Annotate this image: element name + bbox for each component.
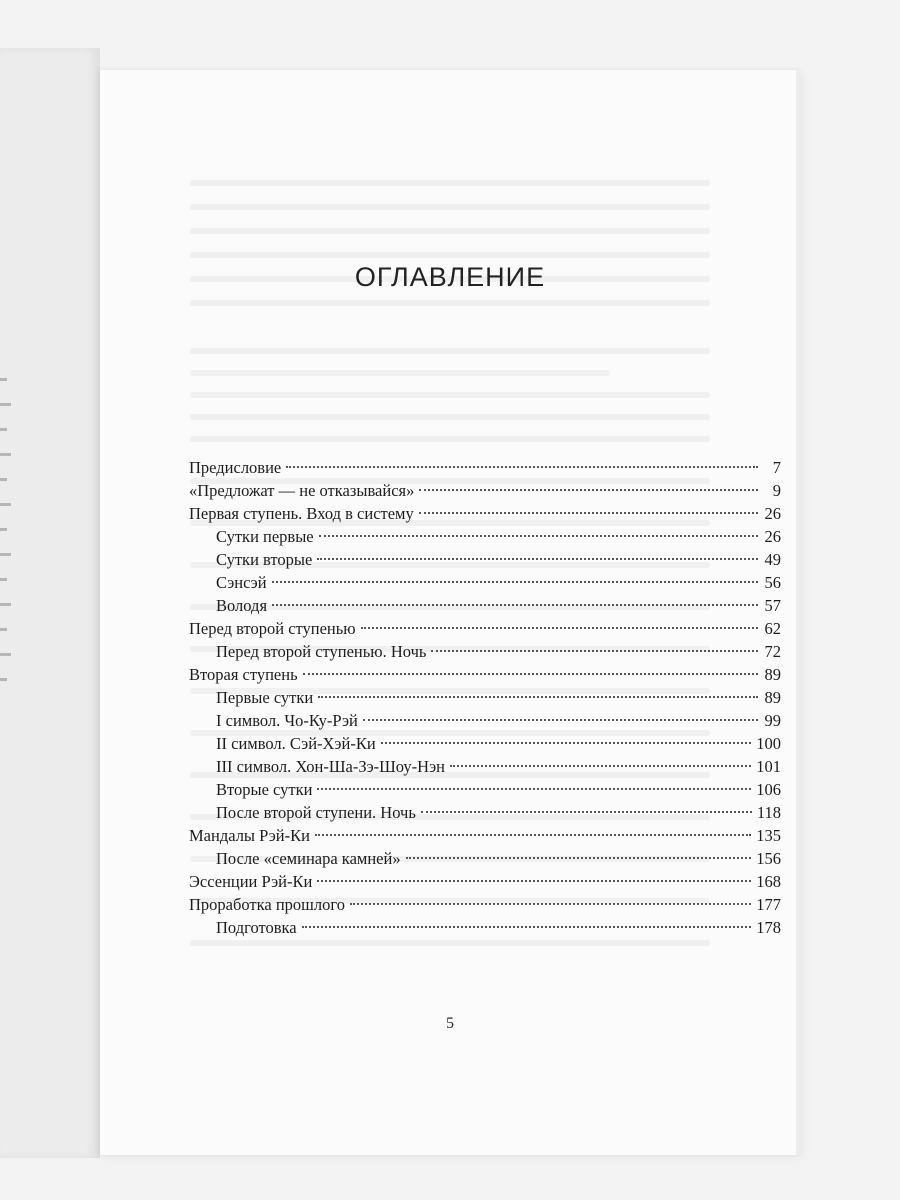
toc-entry-title: Перед второй ступенью. Ночь [216, 642, 427, 661]
toc-entry-title: II символ. Сэй-Хэй-Ки [216, 734, 376, 753]
toc-entry-title: Вторые сутки [216, 780, 313, 799]
toc-leader-dots [431, 650, 758, 652]
toc-entry [189, 847, 781, 870]
toc-entry-title: Подготовка [216, 918, 297, 937]
toc-entry-title: Первые сутки [216, 688, 314, 707]
toc-heading: ОГЛАВЛЕНИЕ [354, 262, 546, 292]
toc-leader-dots [302, 926, 752, 928]
toc-entry-title: Первая ступень. Вход в систему [189, 504, 414, 523]
toc-entry [189, 916, 781, 939]
toc-entry-page: 49 [764, 550, 781, 569]
toc-entry [189, 479, 781, 502]
toc-entry-title: После второй ступени. Ночь [216, 803, 416, 822]
toc-entry-title: Эссенции Рэй-Ки [189, 872, 313, 891]
toc-entry [189, 571, 781, 594]
toc-entry [189, 594, 781, 617]
toc-entry-title: Перед второй ступенью [189, 619, 356, 638]
toc-leader-dots [350, 903, 751, 905]
toc-leader-dots [421, 811, 752, 813]
toc-leader-dots [419, 512, 758, 514]
toc-leader-dots [272, 604, 758, 606]
toc-entry [189, 686, 781, 709]
toc-entry [189, 617, 781, 640]
toc-leader-dots [381, 742, 752, 744]
page-number: 5 [446, 1015, 454, 1032]
toc-leader-dots [317, 558, 758, 560]
toc-entry-page: 168 [756, 872, 781, 891]
toc-entry-page: 56 [764, 573, 781, 592]
toc-entry [189, 640, 781, 663]
toc-entry-page: 118 [756, 803, 781, 822]
toc-leader-dots [363, 719, 758, 721]
toc-entry-page: 89 [764, 665, 781, 684]
toc-entry-page: 99 [764, 711, 781, 730]
toc-entry [189, 801, 781, 824]
toc-leader-dots [315, 834, 751, 836]
toc-entry-page: 89 [764, 688, 781, 707]
toc-entry-title: Мандалы Рэй-Ки [189, 826, 310, 845]
page-edge-shadow [796, 70, 800, 1155]
toc-entry-page: 57 [764, 596, 781, 615]
toc-entry [189, 870, 781, 893]
toc-entry-title: Сутки вторые [216, 550, 313, 569]
toc-leader-dots [419, 489, 758, 491]
toc-leader-dots [361, 627, 758, 629]
table-of-contents [189, 456, 781, 939]
toc-leader-dots [319, 535, 758, 537]
toc-entry [189, 824, 781, 847]
toc-entry [189, 502, 781, 525]
toc-entry-title: I символ. Чо-Ку-Рэй [216, 711, 358, 730]
toc-entry [189, 732, 781, 755]
toc-entry-page: 177 [756, 895, 781, 914]
toc-entry [189, 456, 781, 479]
toc-entry-title: После «семинара камней» [216, 849, 401, 868]
toc-entry-title: Проработка прошлого [189, 895, 345, 914]
left-page-text-fragments [0, 378, 14, 703]
toc-leader-dots [317, 788, 751, 790]
toc-leader-dots [406, 857, 752, 859]
toc-entry-page: 100 [756, 734, 781, 753]
toc-entry-title: Володя [216, 596, 268, 615]
toc-entry-page: 26 [764, 504, 781, 523]
toc-leader-dots [286, 466, 758, 468]
toc-entry-page: 101 [756, 757, 781, 776]
toc-leader-dots [318, 696, 758, 698]
toc-entry [189, 663, 781, 686]
toc-entry-page: 178 [756, 918, 781, 937]
toc-leader-dots [450, 765, 751, 767]
toc-entry-page: 156 [756, 849, 781, 868]
toc-entry-title: «Предложат — не отказывайся» [189, 481, 415, 500]
toc-entry-page: 26 [764, 527, 781, 546]
toc-entry [189, 778, 781, 801]
toc-entry-page: 7 [772, 458, 781, 477]
toc-entry [189, 709, 781, 732]
toc-entry-title: III символ. Хон-Ша-Зэ-Шоу-Нэн [216, 757, 445, 776]
toc-entry [189, 755, 781, 778]
book-page [100, 70, 800, 1155]
toc-leader-dots [303, 673, 758, 675]
toc-entry-title: Предисловие [189, 458, 282, 477]
toc-leader-dots [272, 581, 758, 583]
left-page-edge [0, 48, 100, 1158]
toc-entry-title: Вторая ступень [189, 665, 298, 684]
toc-entry-page: 72 [764, 642, 781, 661]
toc-entry [189, 525, 781, 548]
toc-entry-title: Сутки первые [216, 527, 314, 546]
toc-leader-dots [317, 880, 751, 882]
toc-entry-page: 106 [756, 780, 781, 799]
toc-entry-page: 9 [772, 481, 781, 500]
toc-entry-title: Сэнсэй [216, 573, 267, 592]
toc-entry [189, 548, 781, 571]
toc-entry-page: 62 [764, 619, 781, 638]
toc-entry-page: 135 [756, 826, 781, 845]
toc-entry [189, 893, 781, 916]
